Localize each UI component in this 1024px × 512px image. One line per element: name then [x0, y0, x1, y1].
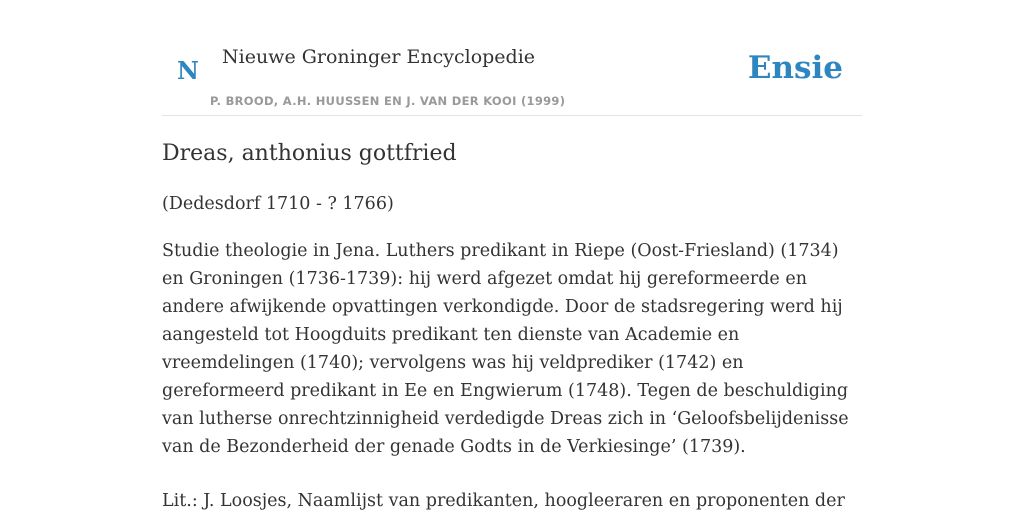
book-authors: P. BROOD, A.H. HUUSSEN EN J. VAN DER KOOI (1999)	[210, 94, 566, 108]
header	[162, 40, 862, 116]
entry-title: Dreas, anthonius gottfried	[162, 141, 457, 166]
book-title-link[interactable]: Nieuwe Groninger Encyclopedie	[222, 46, 536, 68]
entry-dates: (Dedesdorf 1710 - ? 1766)	[162, 194, 394, 214]
entry-literature: Lit.: J. Loosjes, Naamlijst van predikanten, hoogleeraren en proponenten der	[162, 491, 845, 511]
ensie-logo-link[interactable]: Ensie	[747, 50, 843, 86]
entry-body: Studie theologie in Jena. Luthers predikant in Riepe (Oost-Friesland) (1734) en Groningen (1736-1739): hij werd afgezet omdat hij gereformeerde en andere afwijkende opvattingen verkondigde. Door de stadsregering werd hij aangesteld tot Hoogduits predikant ten dienste van Academie en vreemdelingen (1740); vervolgens was hij veldprediker (1742) en gereformeerd predikant in Ee en Engwierum (1748). Tegen de beschuldiging van lutherse onrechtzinnigheid verdedigde Dreas zich in ‘Geloofsbelijdenisse van de Bezonderheid der genade Godts in de Verkiesinge’ (1739).	[162, 241, 849, 457]
book-logo-icon[interactable]: N	[177, 56, 199, 85]
entry-content	[162, 138, 852, 512]
